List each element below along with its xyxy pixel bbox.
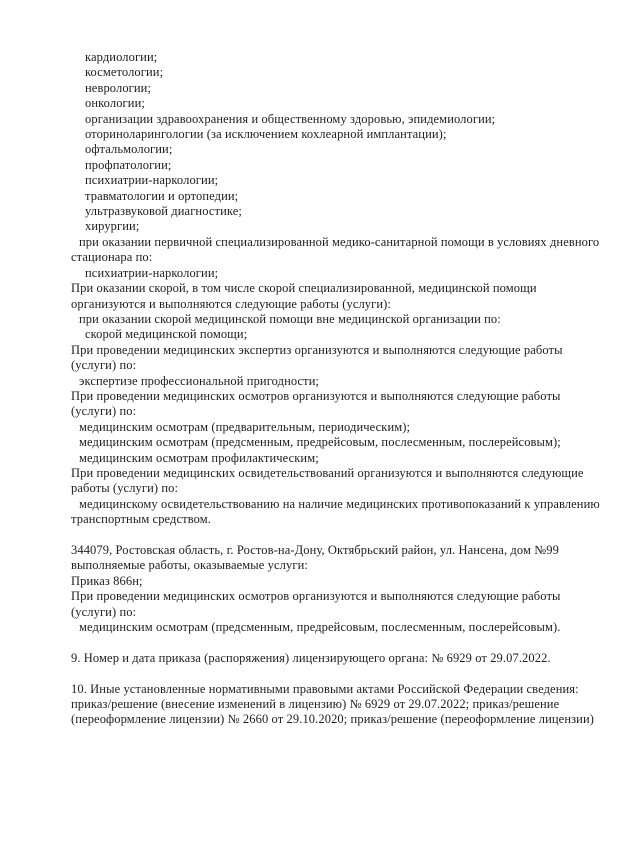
- document-line: (переоформление лицензии) № 2660 от 29.10.2020; приказ/решение (переоформление лицензии): [71, 712, 594, 727]
- document-line: психиатрии-наркологии;: [85, 265, 219, 280]
- document-line: медицинским осмотрам профилактическим;: [79, 450, 319, 465]
- document-line: При оказании скорой, в том числе скорой специализированной, медицинской помощи: [71, 281, 537, 296]
- blank-line: [71, 666, 601, 681]
- document-line: выполняемые работы, оказываемые услуги:: [71, 558, 308, 573]
- document-line: при оказании скорой медицинской помощи вне медицинской организации по:: [79, 311, 501, 326]
- document-line: работы (услуги) по:: [71, 481, 179, 496]
- document-line: кардиологии;: [85, 50, 158, 64]
- document-line: при оказании первичной специализированной медико-санитарной помощи в условиях дневного: [79, 234, 600, 249]
- document-line: медицинскому освидетельствованию на наличие медицинских противопоказаний к управлению: [79, 496, 600, 511]
- document-line: При проведении медицинских освидетельствований организуются и выполняются следующие: [71, 465, 584, 480]
- document-line: При проведении медицинских осмотров организуются и выполняются следующие работы: [71, 388, 561, 403]
- document-line: Приказ 866н;: [71, 573, 143, 588]
- document-line: экспертизе профессиональной пригодности;: [79, 373, 320, 388]
- document-text: [71, 50, 601, 728]
- document-line: неврологии;: [85, 80, 152, 95]
- document-line: медицинским осмотрам (предсменным, предрейсовым, послесменным, послерейсовым);: [79, 435, 561, 450]
- document-line: косметологии;: [85, 65, 164, 80]
- document-line: ультразвуковой диагностике;: [85, 204, 242, 219]
- document-line: профпатологии;: [85, 157, 172, 172]
- document-line: офтальмологии;: [85, 142, 173, 157]
- document-line: скорой медицинской помощи;: [85, 327, 248, 342]
- document-line: 10. Иные установленные нормативными правовыми актами Российской Федерации сведения:: [71, 681, 579, 696]
- document-line: 9. Номер и дата приказа (распоряжения) лицензирующего органа: № 6929 от 29.07.2022.: [71, 650, 551, 665]
- document-line: хирургии;: [85, 219, 140, 234]
- document-line: оториноларингологии (за исключением кохлеарной имплантации);: [85, 127, 447, 142]
- document-line: травматологии и ортопедии;: [85, 188, 239, 203]
- document-line: медицинским осмотрам (предсменным, предрейсовым, послесменным, послерейсовым).: [79, 620, 561, 635]
- document-line: организуются и выполняются следующие работы (услуги):: [71, 296, 392, 311]
- document-line: онкологии;: [85, 96, 145, 111]
- document-line: При проведении медицинских осмотров организуются и выполняются следующие работы: [71, 589, 561, 604]
- document-line: (услуги) по:: [71, 604, 137, 619]
- document-line: (услуги) по:: [71, 404, 137, 419]
- document-line: При проведении медицинских экспертиз организуются и выполняются следующие работы: [71, 342, 563, 357]
- blank-line: [71, 635, 601, 650]
- document-line: стационара по:: [71, 250, 153, 265]
- blank-line: [71, 528, 601, 543]
- document-line: (услуги) по:: [71, 358, 137, 373]
- document-line: транспортным средством.: [71, 512, 211, 527]
- document-line: медицинским осмотрам (предварительным, периодическим);: [79, 419, 411, 434]
- document-line: приказ/решение (внесение изменений в лицензию) № 6929 от 29.07.2022; приказ/решение: [71, 697, 560, 712]
- document-line: психиатрии-наркологии;: [85, 173, 219, 188]
- document-line: 344079, Ростовская область, г. Ростов-на-Дону, Октябрьский район, ул. Нансена, дом №99: [71, 542, 559, 557]
- document-line: организации здравоохранения и общественному здоровью, эпидемиологии;: [85, 111, 496, 126]
